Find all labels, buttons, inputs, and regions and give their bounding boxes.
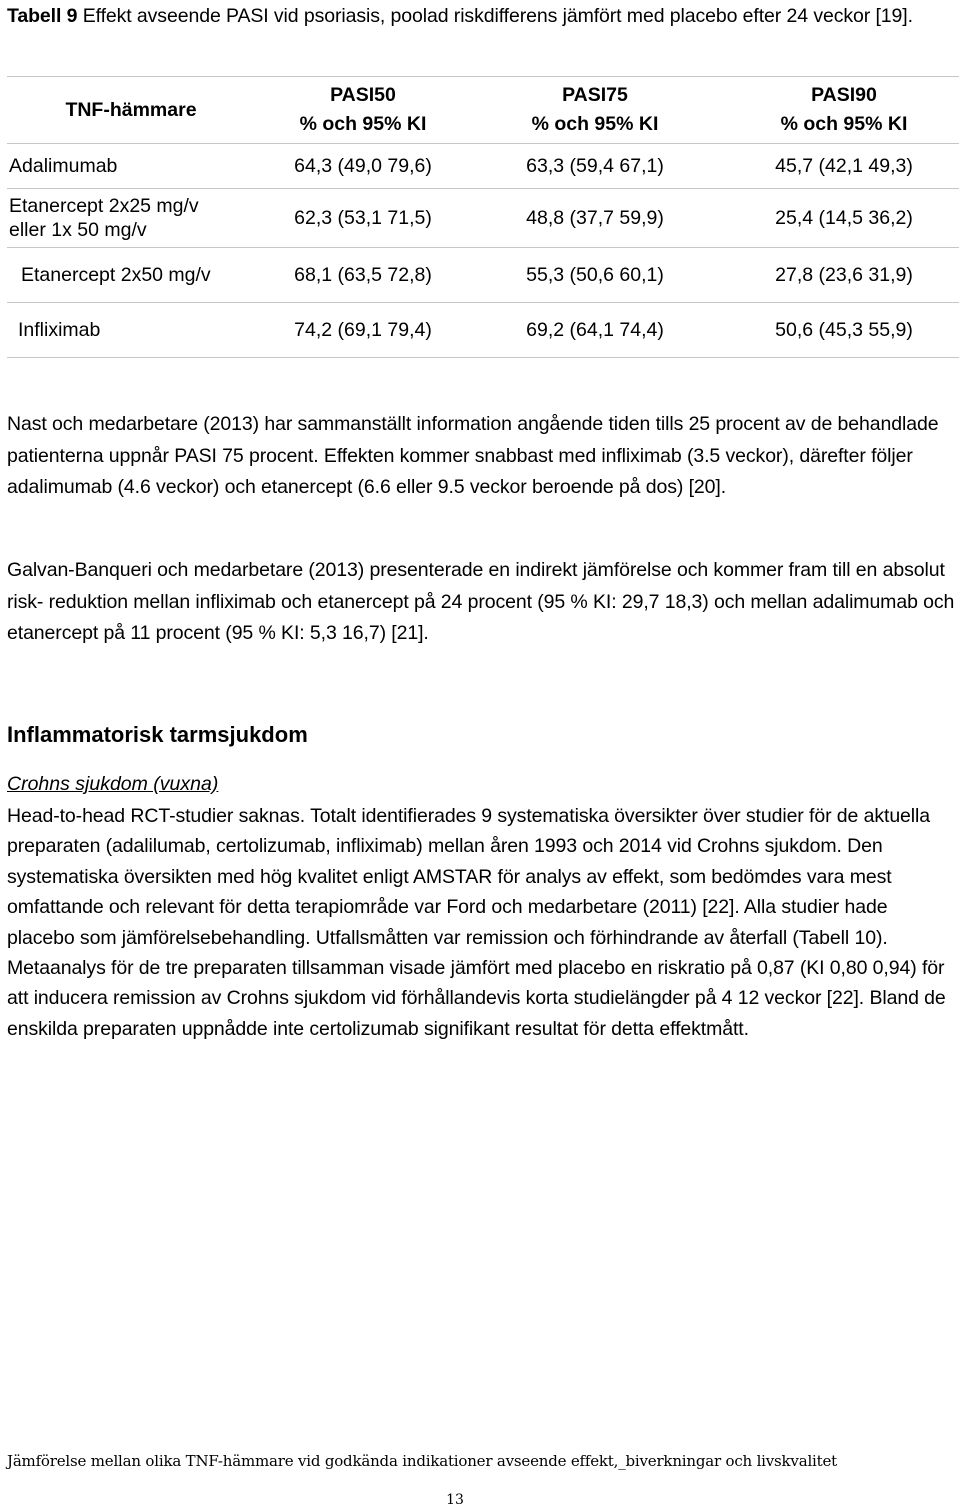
cell-pasi75: 63,3 (59,4 67,1)	[461, 144, 729, 189]
cell-pasi50: 74,2 (69,1 79,4)	[265, 303, 461, 358]
cell-pasi75: 48,8 (37,7 59,9)	[461, 189, 729, 248]
subsection-heading: Crohns sjukdom (vuxna)	[7, 773, 219, 795]
cell-pasi50: 64,3 (49,0 79,6)	[265, 144, 461, 189]
cell-pasi75: 69,2 (64,1 74,4)	[461, 303, 729, 358]
table-caption-label: Tabell 9	[7, 5, 78, 27]
cell-pasi90: 25,4 (14,5 36,2)	[729, 189, 959, 248]
row-name: Etanercept 2x25 mg/v eller 1x 50 mg/v	[7, 189, 265, 248]
header-tnf: TNF-hämmare	[7, 77, 265, 144]
table-row	[7, 248, 959, 303]
cell-pasi50: 68,1 (63,5 72,8)	[265, 248, 461, 303]
paragraph-crohns: Head-to-head RCT-studier saknas. Totalt identifierades 9 systematiska översikter över studier för de aktuella preparaten (adalilumab, certolizumab, infliximab) mellan åren 1993 och 2014 vid Crohns sjukdom. Den systematiska översikten med hög kvalitet enligt AMSTAR för analys av effekt, som bedömdes vara mest omfattande och relevant för detta terapiområde var Ford och medarbetare (2011) [22]. Alla studier hade placebo som jämförelsebehandling. Utfallsmåtten var remission och förhindrande av återfall (Tabell 10). Metaanalys för de tre preparaten tillsamman visade jämfört med placebo en riskratio på 0,87 (KI 0,80 0,94) för att inducera remission av Crohns sjukdom vid förhållandevis korta studielängder på 4 12 veckor [22]. Bland de enskilda preparaten uppnådde inte certolizumab signifikant resultat för detta effektmått.	[7, 805, 946, 1040]
cell-pasi90: 50,6 (45,3 55,9)	[729, 303, 959, 358]
page-footer: Jämförelse mellan olika TNF-hämmare vid godkända indikationer avseende effekt,_biverkningar och livskvalitet	[7, 1452, 837, 1470]
page-number: 13	[446, 1492, 464, 1508]
section-heading: Inflammatorisk tarmsjukdom	[7, 722, 308, 747]
cell-pasi90: 45,7 (42,1 49,3)	[729, 144, 959, 189]
table-row	[7, 144, 959, 189]
cell-pasi75: 55,3 (50,6 60,1)	[461, 248, 729, 303]
pasi-table	[7, 76, 959, 358]
header-pasi75: PASI75 % och 95% KI	[461, 77, 729, 144]
header-pasi90: PASI90 % och 95% KI	[729, 77, 959, 144]
row-name: Etanercept 2x50 mg/v	[7, 248, 265, 303]
row-name: Adalimumab	[7, 144, 265, 189]
table-row	[7, 189, 959, 248]
paragraph-galvan: Galvan-Banqueri och medarbetare (2013) presenterade en indirekt jämförelse och kommer fram till en absolut risk- reduktion mellan infliximab och etanercept på 24 procent (95 % KI: 29,7 18,3) och mellan adalimumab och etanercept på 11 procent (95 % KI: 5,3 16,7) [21].	[7, 559, 955, 644]
header-pasi50: PASI50 % och 95% KI	[265, 77, 461, 144]
cell-pasi90: 27,8 (23,6 31,9)	[729, 248, 959, 303]
paragraph-nast: Nast och medarbetare (2013) har sammanställt information angående tiden tills 25 procent av de behandlade patienterna uppnår PASI 75 procent. Effekten kommer snabbast med infliximab (3.5 veckor), därefter följer adalimumab (4.6 veckor) och etanercept (6.6 eller 9.5 veckor beroende på dos) [20].	[7, 413, 939, 498]
row-name: Infliximab	[7, 303, 265, 358]
table-header-row	[7, 77, 959, 144]
table-row	[7, 303, 959, 358]
table-caption	[7, 0, 952, 33]
table-caption-text: Effekt avseende PASI vid psoriasis, poolad riskdifferens jämfört med placebo efter 24 veckor [19].	[77, 5, 913, 27]
cell-pasi50: 62,3 (53,1 71,5)	[265, 189, 461, 248]
